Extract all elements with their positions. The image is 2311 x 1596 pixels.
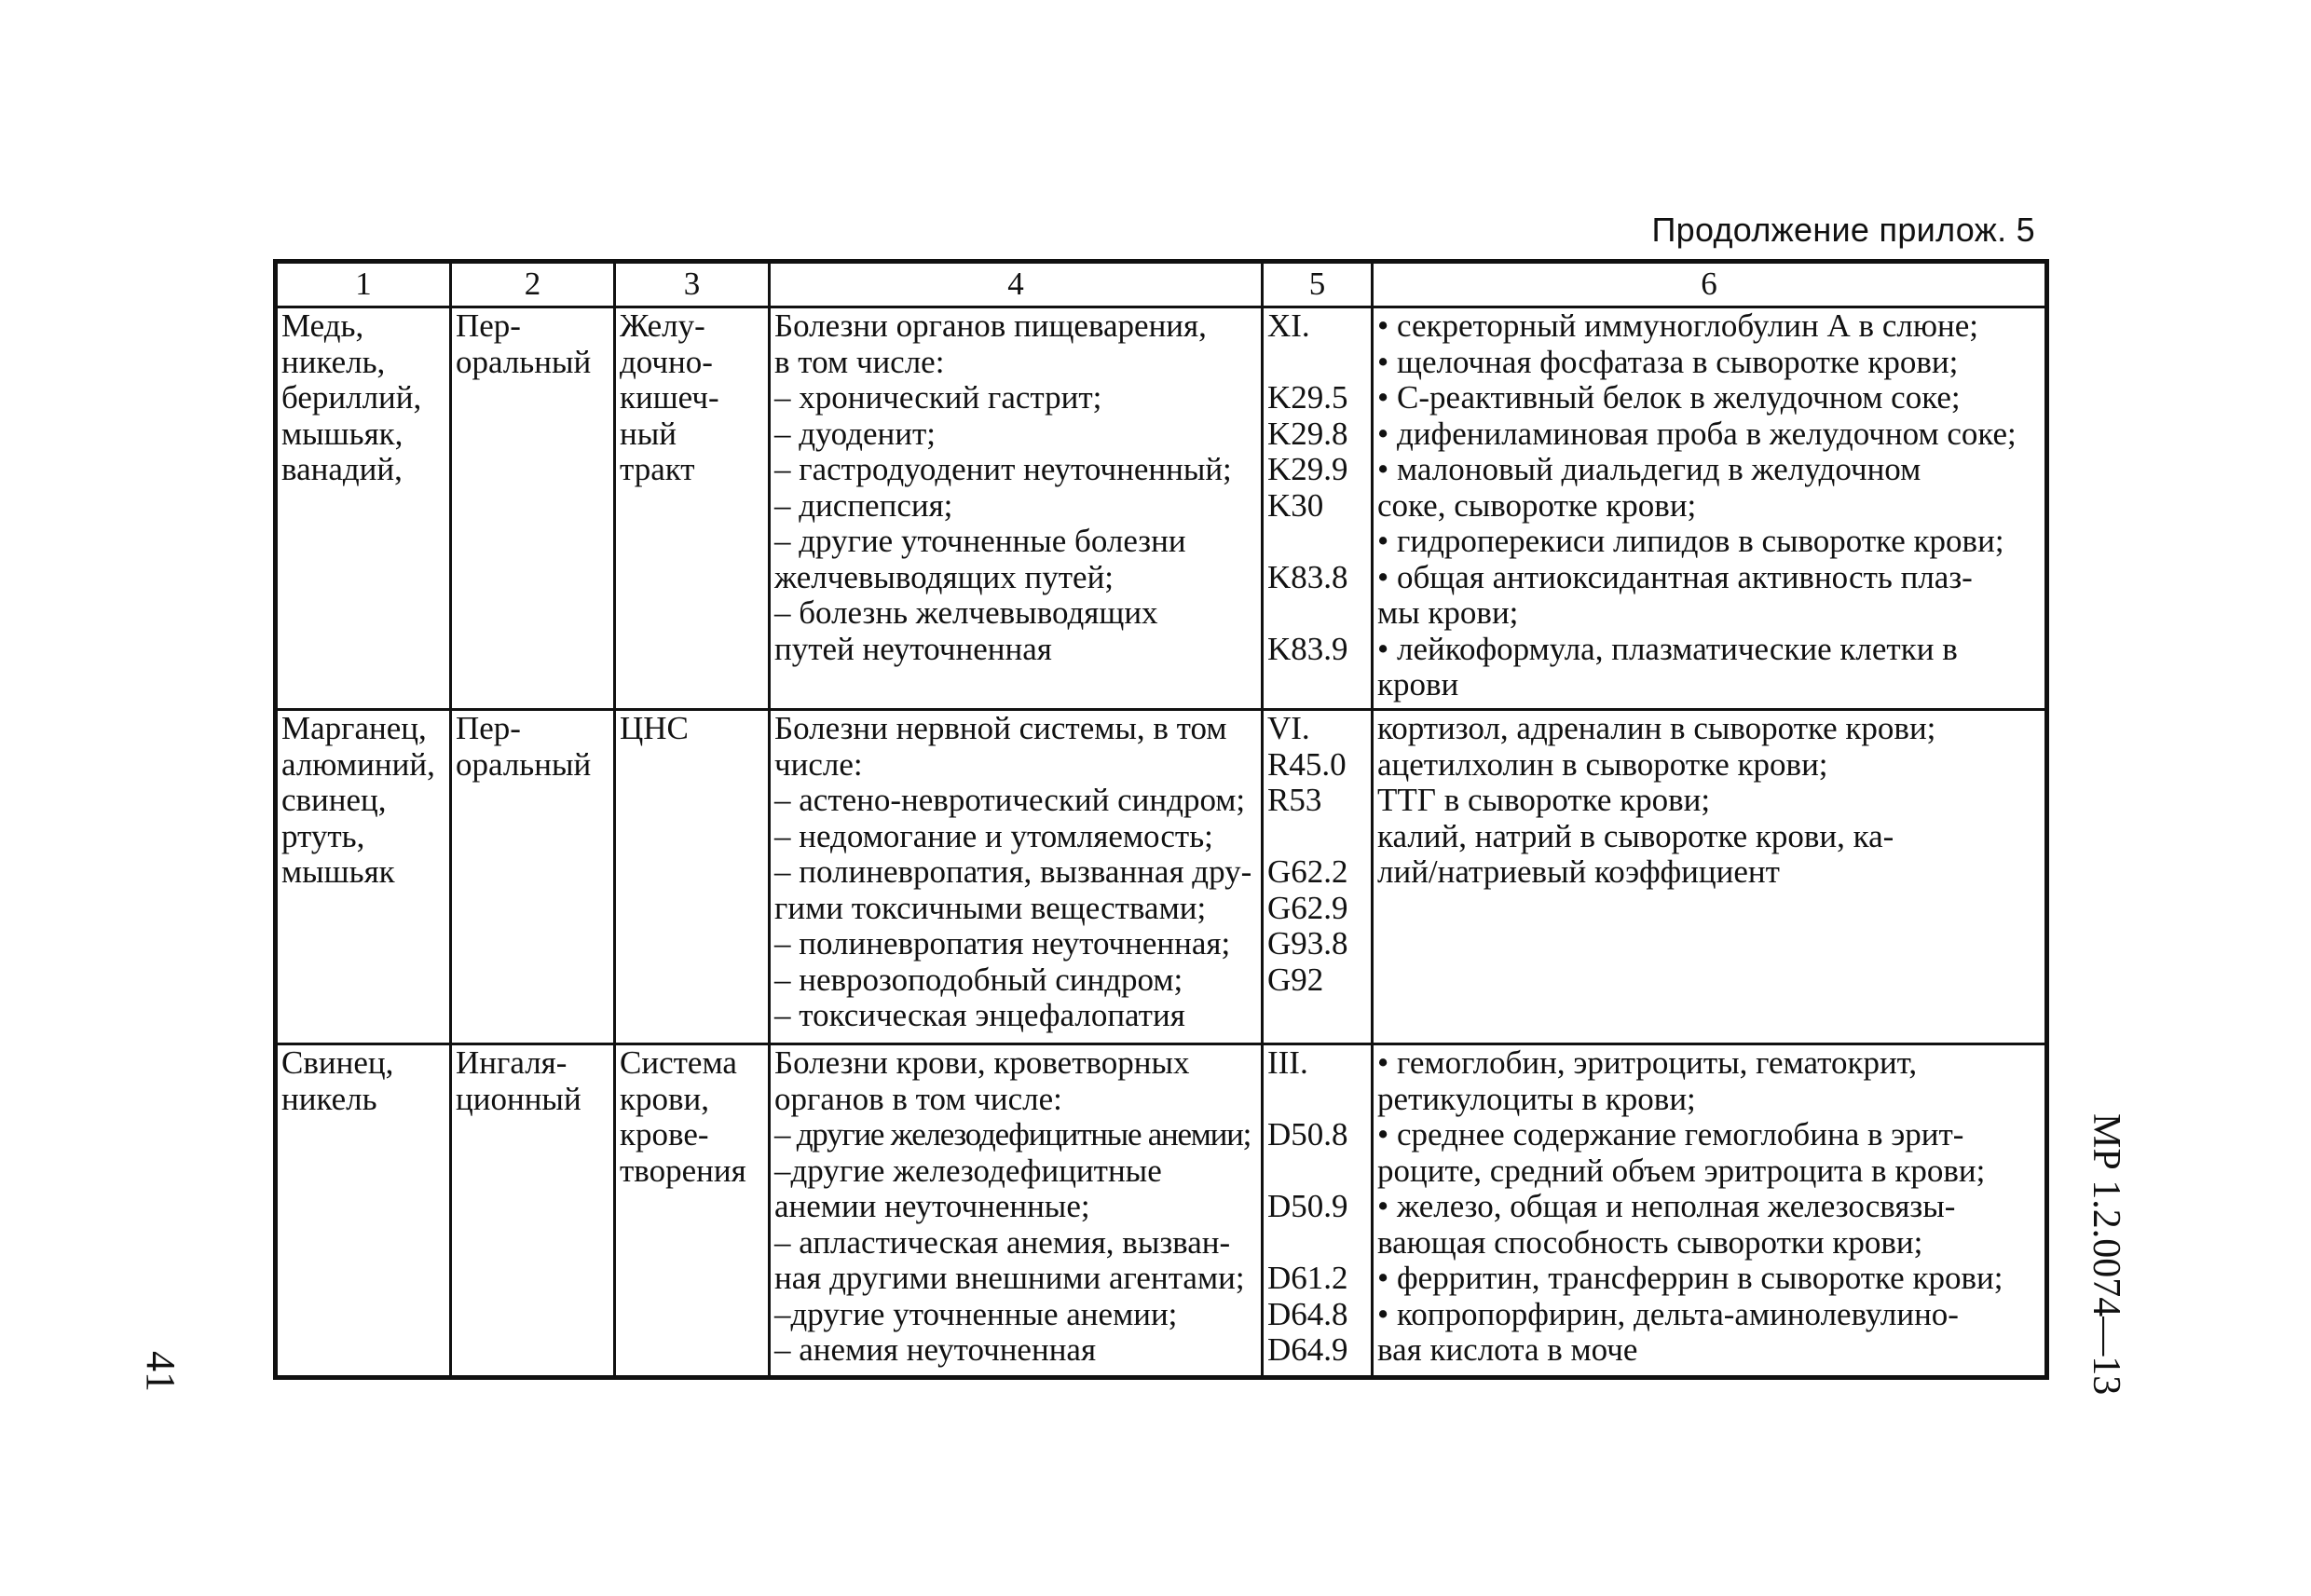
- intake-route-cell: [451, 710, 615, 1044]
- cell-text-line: – дуоденит;: [774, 415, 937, 452]
- cell-text-line: ТТГ в сыворотке крови;: [1377, 782, 1711, 818]
- target-system-cell: [615, 307, 770, 710]
- header-cell-6: 6: [1373, 262, 2047, 307]
- diseases-cell: [770, 710, 1263, 1044]
- cell-text-line: • малоновый диальдегид в желудочном: [1377, 451, 1921, 487]
- table-caption: Продолжение прилож. 5: [1651, 211, 2035, 249]
- table-header-row: [276, 262, 2047, 307]
- cell-text-line: • общая антиоксидантная активность плаз-: [1377, 558, 1973, 595]
- cell-text-line: мы крови;: [1377, 594, 1519, 631]
- cell-text-line: K30: [1267, 486, 1324, 524]
- cell-text-line: • копропорфирин, дельта-аминолевулино-: [1377, 1295, 1959, 1332]
- cell-text-line: [1267, 1153, 1367, 1190]
- cell-text-line: крови,: [620, 1080, 710, 1117]
- cell-text-line: Свинец,: [281, 1044, 394, 1081]
- cell-text-line: ЦНС: [620, 710, 689, 746]
- cell-text-line: • среднее содержание гемоглобина в эрит-: [1377, 1116, 1964, 1153]
- icd-codes-cell: [1263, 1044, 1373, 1378]
- cell-text-line: – хронический гастрит;: [774, 379, 1102, 416]
- lab-tests-cell: [1373, 710, 2047, 1044]
- cell-text-line: анемии неуточненные;: [774, 1188, 1090, 1224]
- cell-text-line: K29.8: [1267, 415, 1348, 452]
- cell-text-line: – гастродуоденит неуточненный;: [774, 451, 1232, 487]
- cell-text-line: свинец,: [281, 782, 387, 818]
- cell-text-line: – полиневропатия неуточненная;: [774, 925, 1231, 962]
- cell-text-line: алюминий,: [281, 745, 435, 783]
- cell-text-line: желчевыводящих путей;: [774, 558, 1114, 595]
- cell-text-line: – апластическая анемия, вызван-: [774, 1223, 1231, 1261]
- cell-text-line: R45.0: [1267, 745, 1347, 783]
- cell-text-line: ретикулоциты в крови;: [1377, 1080, 1696, 1117]
- table-row: [276, 307, 2047, 710]
- cell-text-line: творения: [620, 1152, 746, 1189]
- cell-text-line: оральный: [456, 745, 592, 783]
- cell-text-line: путей неуточненная: [774, 630, 1052, 667]
- cell-text-line: • щелочная фосфатаза в сыворотке крови;: [1377, 343, 1959, 380]
- cell-text-line: роците, средний объем эритроцита в крови;: [1377, 1152, 1986, 1189]
- cell-text-line: Болезни органов пищеварения,: [774, 307, 1207, 344]
- cell-text-line: G62.2: [1267, 853, 1348, 890]
- substances-cell: [276, 307, 451, 710]
- cell-text-line: • секреторный иммуноглобулин А в слюне;: [1377, 307, 1978, 344]
- cell-text-line: [1267, 524, 1367, 560]
- document-code: МР 1.2.0074—13: [2085, 1113, 2127, 1396]
- cell-text-line: мышьяк,: [281, 415, 403, 452]
- intake-route-cell: [451, 1044, 615, 1378]
- cell-text-line: K83.8: [1267, 558, 1348, 595]
- cell-text-line: • дифениламиновая проба в желудочном соке;: [1377, 415, 2017, 452]
- icd-codes-cell: [1263, 710, 1373, 1044]
- cell-text-line: ацетилхолин в сыворотке крови;: [1377, 745, 1828, 783]
- cell-text-line: G93.8: [1267, 925, 1348, 962]
- cell-text-line: G92: [1267, 961, 1324, 998]
- cell-text-line: Пер-: [456, 710, 521, 746]
- cell-text-line: ционный: [456, 1080, 581, 1117]
- cell-text-line: гими токсичными веществами;: [774, 889, 1207, 926]
- cell-text-line: дочно-: [620, 343, 713, 380]
- cell-text-line: кишеч-: [620, 379, 719, 416]
- lab-tests-cell: [1373, 307, 2047, 710]
- substances-cell: [276, 710, 451, 1044]
- cell-text-line: Болезни крови, кроветворных: [774, 1044, 1190, 1081]
- cell-text-line: крове-: [620, 1116, 709, 1153]
- cell-text-line: • ферритин, трансферрин в сыворотке крови;: [1377, 1260, 2003, 1296]
- target-system-cell: [615, 1044, 770, 1378]
- cell-text-line: Желу-: [620, 307, 705, 344]
- cell-text-line: тракт: [620, 451, 695, 487]
- cell-text-line: –другие уточненные анемии;: [774, 1295, 1178, 1332]
- cell-text-line: в том числе:: [774, 343, 945, 380]
- cell-text-line: D61.2: [1267, 1260, 1348, 1296]
- cell-text-line: • железо, общая и неполная железосвязы-: [1377, 1188, 1956, 1224]
- cell-text-line: Марганец,: [281, 710, 427, 746]
- cell-text-line: R53: [1267, 782, 1322, 818]
- cell-text-line: ванадий,: [281, 451, 403, 487]
- cell-text-line: Ингаля-: [456, 1044, 567, 1081]
- cell-text-line: [1267, 595, 1367, 632]
- cell-text-line: соке, сыворотке крови;: [1377, 486, 1697, 524]
- cell-text-line: никель,: [281, 343, 386, 380]
- cell-text-line: D64.9: [1267, 1331, 1348, 1368]
- diseases-cell: [770, 307, 1263, 710]
- cell-text-line: • С-реактивный белок в желудочном соке;: [1377, 379, 1961, 416]
- intake-route-cell: [451, 307, 615, 710]
- cell-text-line: K29.5: [1267, 379, 1348, 416]
- cell-text-line: [1267, 998, 1367, 1034]
- cell-text-line: числе:: [774, 745, 863, 783]
- header-cell-5: 5: [1263, 262, 1373, 307]
- cell-text-line: K29.9: [1267, 451, 1348, 487]
- cell-text-line: кортизол, адреналин в сыворотке крови;: [1377, 710, 1936, 746]
- cell-text-line: ный: [620, 415, 677, 452]
- cell-text-line: органов в том числе:: [774, 1080, 1062, 1117]
- cell-text-line: • гемоглобин, эритроциты, гематокрит,: [1377, 1044, 1918, 1081]
- lab-tests-cell: [1373, 1044, 2047, 1378]
- cell-text-line: • гидроперекиси липидов в сыворотке крови;: [1377, 523, 2004, 559]
- cell-text-line: крови: [1377, 666, 1459, 703]
- cell-text-line: оральный: [456, 343, 592, 380]
- cell-text-line: Пер-: [456, 307, 521, 344]
- cell-text-line: Медь,: [281, 307, 364, 344]
- cell-text-line: III.: [1267, 1044, 1308, 1081]
- cell-text-line: никель: [281, 1080, 377, 1117]
- cell-text-line: [1267, 1225, 1367, 1262]
- cell-text-line: – токсическая энцефалопатия: [774, 997, 1185, 1033]
- cell-text-line: K83.9: [1267, 630, 1348, 667]
- cell-text-line: ная другими внешними агентами;: [774, 1260, 1245, 1296]
- cell-text-line: вающая способность сыворотки крови;: [1377, 1223, 1923, 1261]
- substances-cell: [276, 1044, 451, 1378]
- table-row: [276, 710, 2047, 1044]
- cell-text-line: – анемия неуточненная: [774, 1331, 1097, 1368]
- cell-text-line: D50.9: [1267, 1188, 1348, 1224]
- cell-text-line: – неврозоподобный синдром;: [774, 961, 1183, 998]
- target-system-cell: [615, 710, 770, 1044]
- cell-text-line: D50.8: [1267, 1116, 1348, 1153]
- cell-text-line: – астено-невротический синдром;: [774, 782, 1246, 818]
- cell-text-line: бериллий,: [281, 379, 422, 416]
- cell-text-line: VI.: [1267, 710, 1310, 746]
- cell-text-line: – другие уточненные болезни: [774, 523, 1186, 559]
- cell-text-line: G62.9: [1267, 889, 1348, 926]
- diseases-cell: [770, 1044, 1263, 1378]
- cell-text-line: лий/натриевый коэффициент: [1377, 853, 1780, 890]
- cell-text-line: D64.8: [1267, 1295, 1348, 1332]
- header-cell-2: 2: [451, 262, 615, 307]
- cell-text-line: XI.: [1267, 307, 1310, 344]
- cell-text-line: [1267, 1082, 1367, 1118]
- header-cell-4: 4: [770, 262, 1263, 307]
- cell-text-line: мышьяк: [281, 853, 395, 890]
- cell-text-line: – другие железодефицитные анемии;: [774, 1116, 1251, 1153]
- cell-text-line: –другие железодефицитные: [774, 1152, 1162, 1189]
- header-cell-1: 1: [276, 262, 451, 307]
- appendix-table: [273, 259, 2049, 1380]
- table-row: [276, 1044, 2047, 1378]
- cell-text-line: – болезнь желчевыводящих: [774, 594, 1158, 631]
- icd-codes-cell: [1263, 307, 1373, 710]
- page-number: 41: [138, 1351, 184, 1392]
- header-cell-3: 3: [615, 262, 770, 307]
- cell-text-line: [1267, 345, 1367, 381]
- cell-text-line: [1267, 819, 1367, 855]
- cell-text-line: калий, натрий в сыворотке крови, ка-: [1377, 817, 1894, 854]
- cell-text-line: Система: [620, 1044, 737, 1081]
- cell-text-line: вая кислота в моче: [1377, 1331, 1638, 1368]
- cell-text-line: – полиневропатия, вызванная дру-: [774, 853, 1252, 890]
- cell-text-line: Болезни нервной системы, в том: [774, 710, 1227, 746]
- cell-text-line: – диспепсия;: [774, 486, 953, 524]
- cell-text-line: – недомогание и утомляемость;: [774, 817, 1213, 854]
- cell-text-line: • лейкоформула, плазматические клетки в: [1377, 630, 1958, 667]
- cell-text-line: ртуть,: [281, 817, 365, 854]
